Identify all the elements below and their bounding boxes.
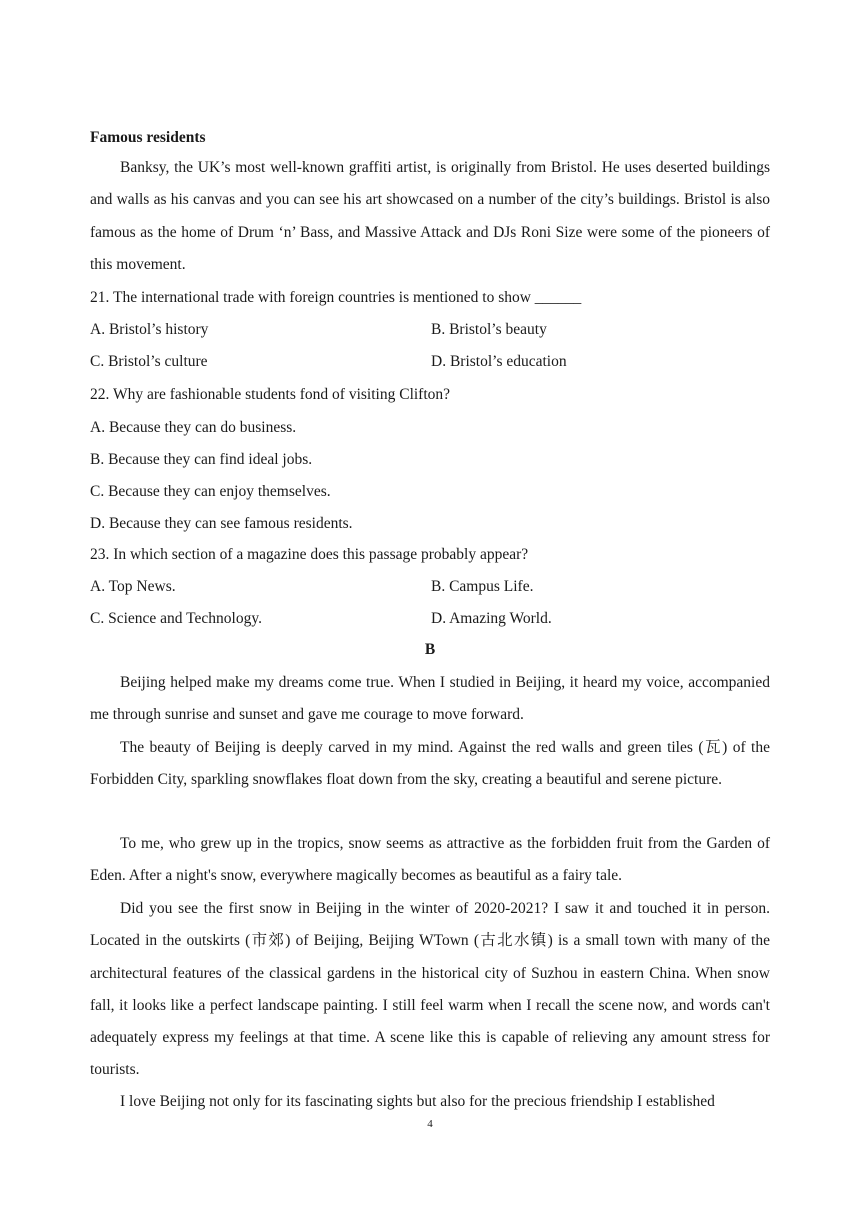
question-21-option-b: B. Bristol’s beauty [431,321,547,338]
question-23-option-a: A. Top News. [90,578,176,595]
passage-b-paragraph-5: I love Beijing not only for its fascinating sights but also for the precious friendship I established [120,1093,715,1110]
question-21-option-a: A. Bristol’s history [90,321,209,338]
question-23-option-d: D. Amazing World. [431,610,552,627]
question-21-option-d: D. Bristol’s education [431,353,567,370]
question-23-stem: 23. In which section of a magazine does this passage probably appear? [90,546,529,563]
question-21-option-c: C. Bristol’s culture [90,353,208,370]
question-23-option-c: C. Science and Technology. [90,610,262,627]
page-number: 4 [427,1118,433,1130]
question-22-option-b: B. Because they can find ideal jobs. [90,451,313,468]
passage-b-paragraph-2: The beauty of Beijing is deeply carved in my mind. Against the red walls and green tiles (瓦) of the Forbidden City, sparkling snowflakes float down from the sky, creating a beautiful and serene picture. [90,739,770,789]
section-b-label: B [424,641,436,658]
question-22-option-d: D. Because they can see famous residents. [90,515,353,532]
passage-b-paragraph-1: Beijing helped make my dreams come true. When I studied in Beijing, it heard my voice, accompanied me through sunrise and sunset and gave me courage to move forward. [90,674,770,724]
famous-residents-paragraph: Banksy, the UK’s most well-known graffiti artist, is originally from Bristol. He uses deserted buildings and walls as his canvas and you can see his art showcased on a number of the city’s buildings. Bristol is also famous as the home of Drum ‘n’ Bass, and Massive Attack and DJs Roni Size were some of the pioneers of this movement. [90,159,770,273]
passage-b-paragraph-4: Did you see the first snow in Beijing in the winter of 2020-2021? I saw it and touched it in person. Located in the outskirts (市郊) of Beijing, Beijing WTown (古北水镇) is a small town with many of the architectural features of the classical gardens in the historical city of Suzhou in eastern China. When snow fall, it looks like a perfect landscape painting. I still feel warm when I recall the scene now, and words can't adequately express my feelings at that time. A scene like this is capable of relieving any amount stress for tourists. [90,900,770,1079]
question-22-option-c: C. Because they can enjoy themselves. [90,483,331,500]
question-21-stem: 21. The international trade with foreign countries is mentioned to show ______ [90,289,582,306]
section-heading: Famous residents [90,129,206,146]
question-22-option-a: A. Because they can do business. [90,419,297,436]
question-23-option-b: B. Campus Life. [431,578,534,595]
passage-b-paragraph-3: To me, who grew up in the tropics, snow seems as attractive as the forbidden fruit from the Garden of Eden. After a night's snow, everywhere magically becomes as beautiful as a fairy tale. [90,835,770,885]
question-22-stem: 22. Why are fashionable students fond of visiting Clifton? [90,386,451,403]
